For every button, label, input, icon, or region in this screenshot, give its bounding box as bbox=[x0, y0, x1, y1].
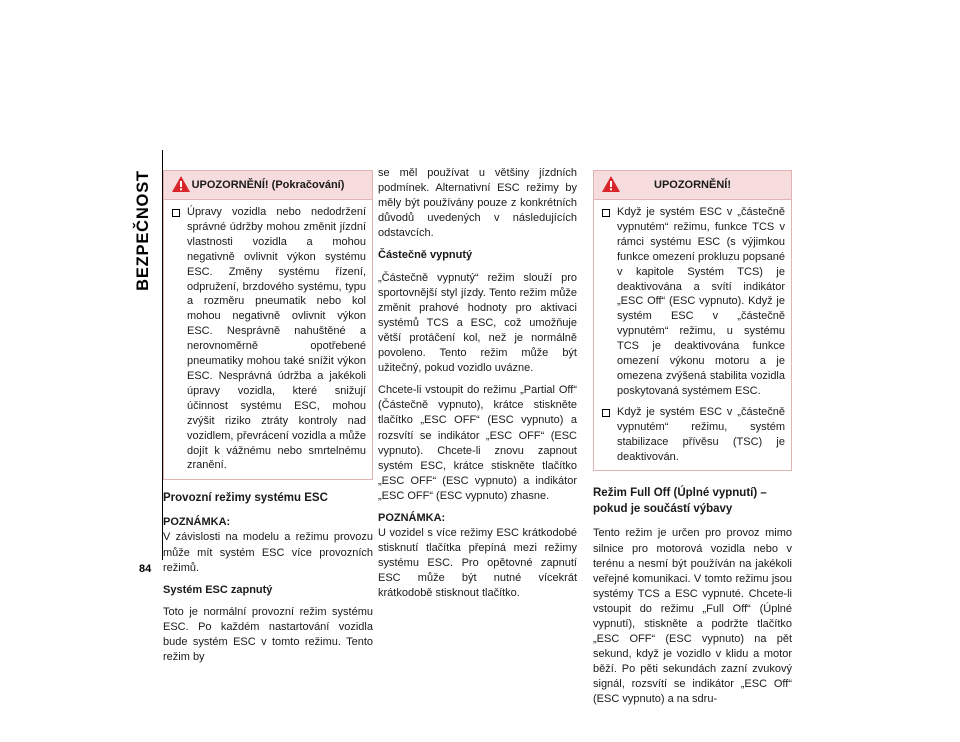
paragraph: Chcete-li vstoupit do režimu „Partial Off“ (Částečně vypnuto), krátce stiskněte tlačítko „ESC OFF“ (ESC vypnuto) a rozsvítí se indikátor „ESC OFF“ (ESC vypnuto). Chcete-li znovu zapnout systém ESC, krátce stiskněte tlačítko „ESC OFF“ (ESC vypnuto) a indikátor „ESC OFF“ (ESC vypnuto) zhasne. bbox=[378, 384, 577, 502]
warning-triangle-icon bbox=[171, 175, 191, 193]
note-label: POZNÁMKA: bbox=[163, 516, 231, 529]
paragraph: Tento režim je určen pro provoz mimo silnice pro motorová vozidla nebo v terénu a nesmí být používán na jakékoli veřejné komunikaci. V tomto režimu jsou systémy TCS a ESC vypnuté. Chcete-li vstoupit do režimu „Full Off“ (Úplné vypnutí), stiskněte a podržte tlačítko „ESC OFF“ (ESC vypnuto) na pět sekund, když je vozidlo v klidu a motor běží. Po pěti sekundách zazní zvukový signál, rozsvítí se indikátor „ESC Off“ (ESC vypnuto) a na sdru- bbox=[593, 527, 792, 706]
paragraph: Toto je normální provozní režim systému ESC. Po každém nastartování vozidla bude systém ESC v tomto režimu. Tento režim by bbox=[163, 605, 373, 664]
warning-item bbox=[594, 205, 791, 399]
warning-item-text: Úpravy vozidla nebo nedodržení správné údržby mohou změnit jízdní vlastnosti vozidla a mohou negativně ovlivnit výkon systému ESC. Změny systému řízení, odpružení, brzdového systému, typu a rozměru pneumatik nebo kol mohou negativně ovlivnit výkon ESC. Nesprávně nahuštěné a nerovnoměrně opotřebené pneumatiky mohou také snížit výkon ESC. Nesprávná údržba a jakékoli úpravy vozidla, které snižují účinnost systému ESC, mohou zvýšit riziko ztráty kontroly nad vozidlem, převrácení vozidla a může dojít k vážnému nebo smrtelnému zranění. bbox=[187, 206, 366, 472]
warning-item-text: Když je systém ESC v „částečně vypnutém“ režimu, funkce TCS v rámci systému ESC (s výjimkou funkce omezení prokluzu popsané v kapitole Systém TCS) je deaktivována a svítí indikátor „ESC Off“ (ESC vypnuto). Když je systém ESC v „částečně vypnutém“ režimu, u systému TCS je deaktivována funkce omezení výkonu motoru a je omezena zvýšená stabilita vozidla poskytovaná systémem ESC. bbox=[617, 206, 785, 397]
warning-triangle-icon bbox=[601, 175, 621, 193]
warning-item bbox=[594, 405, 791, 465]
bullet-square-icon bbox=[602, 209, 610, 217]
warning-title: UPOZORNĚNÍ! bbox=[654, 178, 731, 191]
warning-header bbox=[594, 171, 791, 200]
warning-header bbox=[164, 171, 372, 200]
subheading-partial-off: Částečně vypnutý bbox=[378, 249, 473, 262]
column-3 bbox=[593, 170, 792, 715]
bullet-square-icon bbox=[172, 209, 180, 217]
warning-title: UPOZORNĚNÍ! (Pokračování) bbox=[191, 178, 345, 191]
paragraph: „Částečně vypnutý“ režim slouží pro sportovnější styl jízdy. Tento režim může změnit prahové hodnoty pro aktivaci systémů TCS a ESC, což umožňuje větší protáčení kol, než je normálně povoleno. Tento režim může být užitečný, pokud vozidlo uvázne. bbox=[378, 271, 577, 375]
warning-item-text: Když je systém ESC v „částečně vypnutém“ režimu, systém stabilizace přívěsu (TSC) je deaktivován. bbox=[617, 405, 785, 463]
note-text: V závislosti na modelu a režimu provozu může mít systém ESC více provozních režimů. bbox=[163, 531, 373, 574]
paragraph: se měl používat u většiny jízdních podmínek. Alternativní ESC režimy by měly být používány pouze z konkrétních důvodů uvedených v následujících odstavcích. bbox=[378, 167, 577, 240]
page-number: 84 bbox=[139, 563, 152, 575]
section-title: BEZPEČNOST bbox=[133, 169, 152, 291]
heading-esc-modes: Provozní režimy systému ESC bbox=[163, 492, 328, 505]
heading-full-off: Režim Full Off (Úplné vypnutí) – pokud je součástí výbavy bbox=[593, 487, 767, 516]
warning-box-left bbox=[163, 170, 373, 480]
column-2 bbox=[378, 166, 577, 609]
subheading-esc-on: Systém ESC zapnutý bbox=[163, 583, 273, 596]
column-1 bbox=[163, 170, 373, 672]
note-text: U vozidel s více režimy ESC krátkodobé stisknutí tlačítka přepíná mezi režimy systému ESC. Pro opětovné zapnutí ESC může být nutné vícekrát krátkodobě stisknout tlačítko. bbox=[378, 527, 577, 600]
warning-box-right bbox=[593, 170, 792, 471]
note-label: POZNÁMKA: bbox=[378, 511, 446, 524]
bullet-square-icon bbox=[602, 409, 610, 417]
warning-item bbox=[164, 205, 372, 473]
